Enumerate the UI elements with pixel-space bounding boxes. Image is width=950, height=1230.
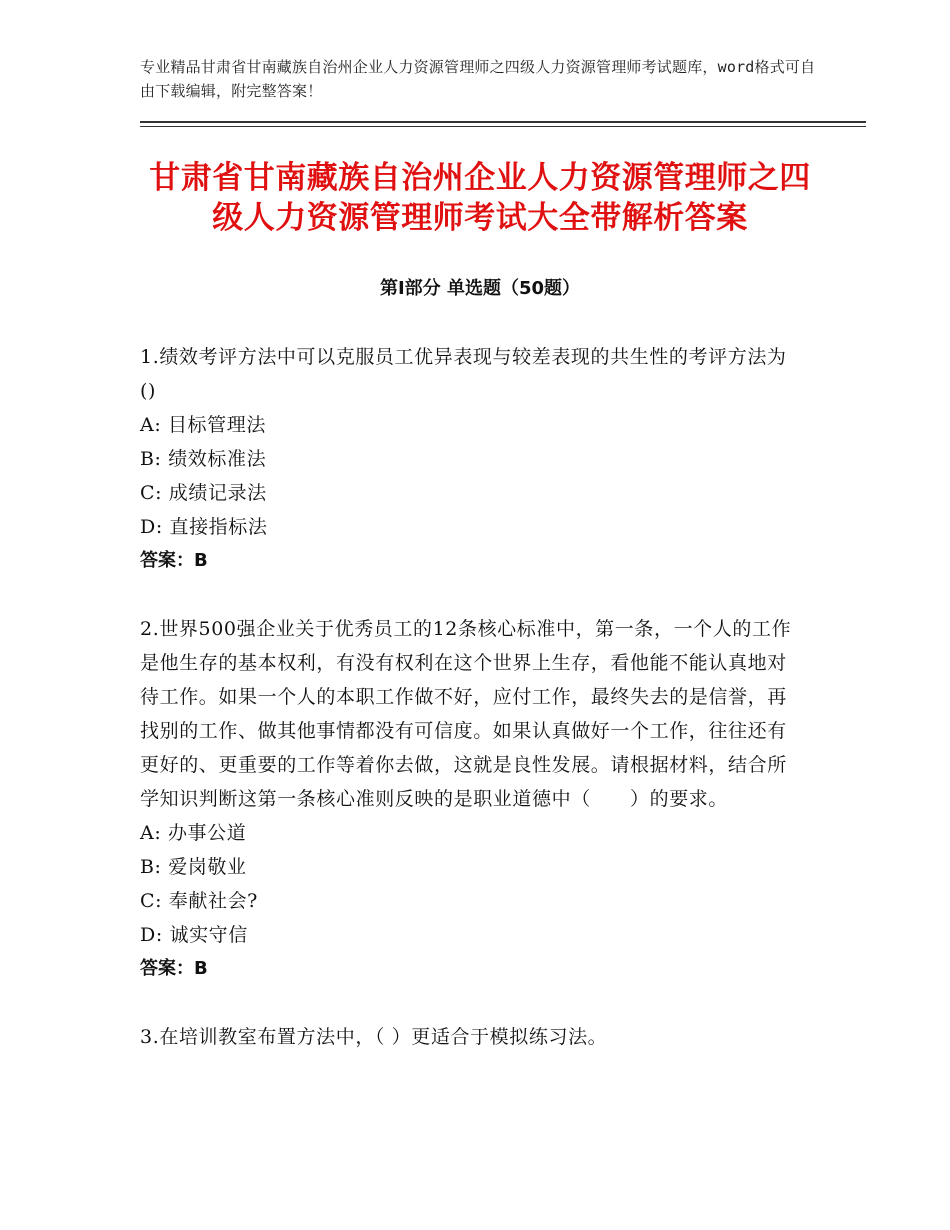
answer-label: 答案： xyxy=(140,550,194,571)
option-b: B: 绩效标准法 xyxy=(140,448,267,470)
question-list xyxy=(140,340,800,1088)
option-d: D: 直接指标法 xyxy=(140,516,268,538)
option-b: B: 爱岗敬业 xyxy=(140,856,247,878)
option-a: A: 办事公道 xyxy=(140,822,247,844)
header-rule-thin xyxy=(140,126,866,127)
question-stem: 1.绩效考评方法中可以克服员工优异表现与较差表现的共生性的考评方法为() xyxy=(140,346,787,402)
section-title: 第Ⅰ部分 单选题（50题） xyxy=(379,278,580,299)
option-c: C: 成绩记录法 xyxy=(140,482,267,504)
question-stem: 2.世界500强企业关于优秀员工的12条核心标准中，第一条，一个人的工作是他生存的基本权利，有没有权利在这个世界上生存，看他能不能认真地对待工作。如果一个人的本职工作做不好，应付工作，最终失去的是信誉，再找别的工作、做其他事情都没有可信度。如果认真做好一个工作，往往还有更好的、更重要的工作等着你去做，这就是良性发展。请根据材料，结合所学知识判断这第一条核心准则反映的是职业道德中（ ）的要求。 xyxy=(140,618,792,810)
answer-value: B xyxy=(194,550,208,571)
question-3 xyxy=(140,1020,800,1054)
question-2 xyxy=(140,612,800,986)
option-d: D: 诚实守信 xyxy=(140,924,248,946)
answer-line xyxy=(140,952,800,986)
question-stem: 3.在培训教室布置方法中，（ ）更适合于模拟练习法。 xyxy=(140,1026,608,1048)
option-a: A: 目标管理法 xyxy=(140,414,266,436)
document-title: 甘肃省甘南藏族自治州企业人力资源管理师之四级人力资源管理师考试大全带解析答案 xyxy=(149,160,811,236)
answer-label: 答案： xyxy=(140,958,194,979)
header-rule-thick xyxy=(140,121,866,123)
answer-line xyxy=(140,544,800,578)
answer-value: B xyxy=(194,958,208,979)
question-1 xyxy=(140,340,800,578)
option-c: C: 奉献社会? xyxy=(140,890,258,912)
header-note: 专业精品甘肃省甘南藏族自治州企业人力资源管理师之四级人力资源管理师考试题库，word格式可自由下载编辑，附完整答案！ xyxy=(140,58,816,100)
